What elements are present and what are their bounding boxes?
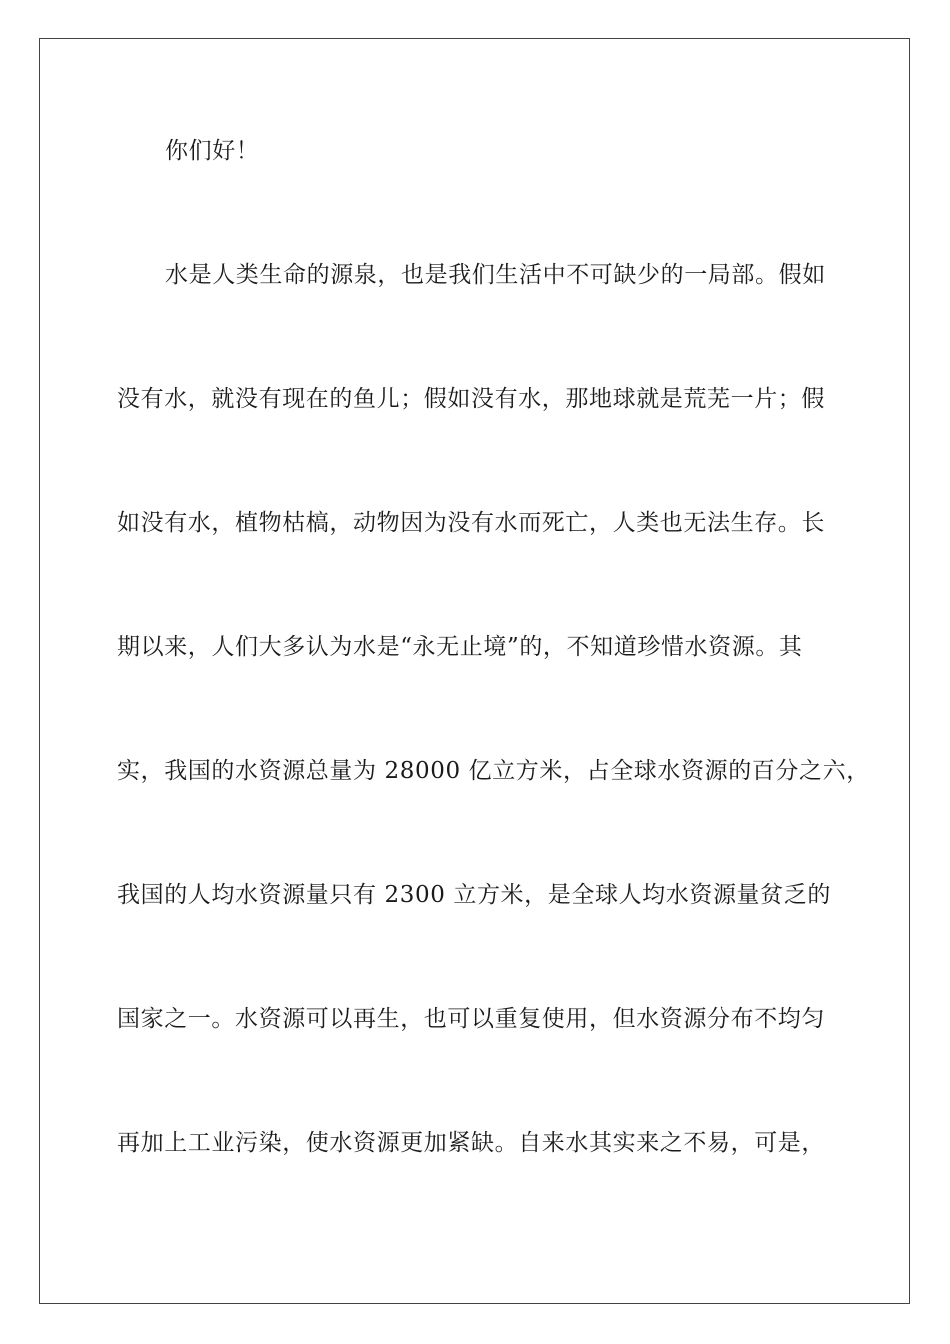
paragraph-line-8: 再加上工业污染，使水资源更加紧缺。自来水其实来之不易，可是，: [117, 1130, 825, 1156]
paragraph-line-2: 没有水，就没有现在的鱼儿；假如没有水，那地球就是荒芜一片；假: [117, 386, 825, 412]
paragraph-line-6: 我国的人均水资源量只有 2300 立方米，是全球人均水资源量贫乏的: [117, 882, 831, 908]
greeting-line: 你们好！: [165, 138, 260, 164]
page-frame: [39, 38, 910, 1304]
paragraph-line-1: 水是人类生命的源泉，也是我们生活中不可缺少的一局部。假如: [165, 262, 826, 288]
paragraph-line-5: 实，我国的水资源总量为 28000 亿立方米，占全球水资源的百分之六，: [117, 758, 870, 784]
paragraph-line-3: 如没有水，植物枯槁，动物因为没有水而死亡，人类也无法生存。长: [117, 510, 825, 536]
paragraph-line-4: 期以来，人们大多认为水是“永无止境”的，不知道珍惜水资源。其: [117, 634, 803, 660]
paragraph-line-7: 国家之一。水资源可以再生，也可以重复使用，但水资源分布不均匀: [117, 1006, 825, 1032]
